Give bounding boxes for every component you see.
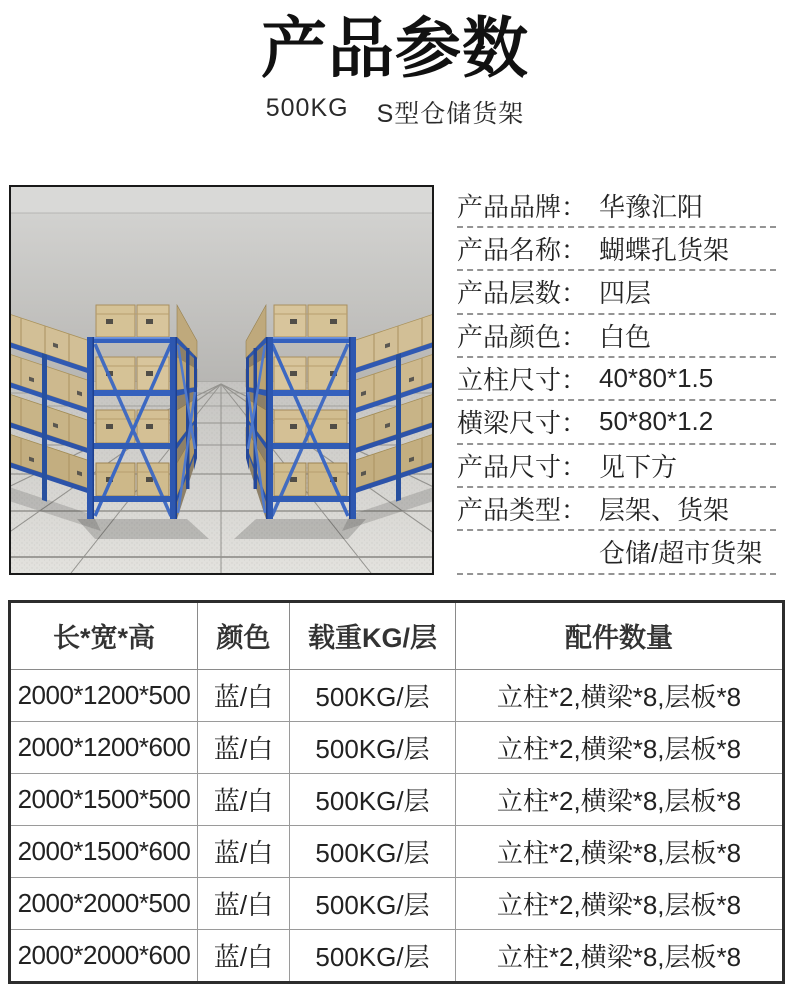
col-header-load: 载重KG/层	[290, 601, 456, 669]
spec-label: 产品尺寸：	[457, 451, 588, 482]
cell-color: 蓝/白	[198, 721, 290, 773]
cell-dimensions: 2000*1500*500	[10, 773, 198, 825]
cell-color: 蓝/白	[198, 929, 290, 982]
size-spec-table	[8, 600, 785, 984]
cell-parts: 立柱*2,横梁*8,层板*8	[456, 669, 784, 721]
spec-label: 产品层数：	[457, 278, 588, 309]
cell-dimensions: 2000*2000*500	[10, 877, 198, 929]
spec-list	[457, 185, 776, 575]
spec-value: 50*80*1.2	[599, 406, 714, 437]
col-header-dimensions: 长*宽*高	[10, 601, 198, 669]
table-row	[10, 669, 784, 721]
cell-parts: 立柱*2,横梁*8,层板*8	[456, 877, 784, 929]
spec-row-type	[457, 488, 776, 531]
cell-color: 蓝/白	[198, 773, 290, 825]
spec-value: 层架、货架	[599, 495, 730, 526]
spec-row-post-size	[457, 358, 776, 401]
spec-label: 产品品牌：	[457, 191, 588, 222]
spec-value: 华豫汇阳	[599, 191, 704, 222]
spec-row-beam-size	[457, 401, 776, 444]
rack-end-face	[87, 305, 177, 519]
table-row	[10, 773, 784, 825]
cell-color: 蓝/白	[198, 669, 290, 721]
spec-label: 产品颜色：	[457, 321, 588, 352]
cell-load: 500KG/层	[290, 721, 456, 773]
cell-dimensions: 2000*1200*500	[10, 669, 198, 721]
cell-dimensions: 2000*1200*600	[10, 721, 198, 773]
cell-load: 500KG/层	[290, 929, 456, 982]
cell-parts: 立柱*2,横梁*8,层板*8	[456, 773, 784, 825]
spec-row-product-size	[457, 445, 776, 488]
col-header-color: 颜色	[198, 601, 290, 669]
table-row	[10, 721, 784, 773]
content-area	[9, 185, 776, 575]
cell-load: 500KG/层	[290, 773, 456, 825]
spec-label: 产品名称：	[457, 235, 588, 266]
table-header-row	[10, 601, 784, 669]
cell-color: 蓝/白	[198, 825, 290, 877]
cell-dimensions: 2000*1500*600	[10, 825, 198, 877]
cell-load: 500KG/层	[290, 877, 456, 929]
page-header	[0, 0, 790, 130]
spec-row-color	[457, 315, 776, 358]
spec-label: 横梁尺寸：	[457, 408, 588, 439]
table-row	[10, 825, 784, 877]
cell-color: 蓝/白	[198, 877, 290, 929]
spec-row-type-continued	[457, 531, 776, 574]
spec-value: 四层	[599, 278, 652, 309]
spec-row-layers	[457, 271, 776, 314]
warehouse-illustration	[11, 187, 432, 573]
spec-row-brand	[457, 185, 776, 228]
spec-label: 产品类型：	[457, 495, 588, 526]
cell-dimensions: 2000*2000*600	[10, 929, 198, 982]
table-row	[10, 877, 784, 929]
product-photo	[9, 185, 434, 575]
cell-parts: 立柱*2,横梁*8,层板*8	[456, 929, 784, 982]
page-title: 产品参数	[261, 11, 529, 85]
spec-value: 白色	[599, 321, 652, 352]
spec-value: 见下方	[599, 451, 678, 482]
col-header-parts: 配件数量	[456, 601, 784, 669]
spec-row-name	[457, 228, 776, 271]
cell-load: 500KG/层	[290, 669, 456, 721]
spec-value: 蝴蝶孔货架	[599, 235, 730, 266]
spec-label: 立柱尺寸：	[457, 365, 588, 396]
spec-value: 40*80*1.5	[599, 363, 714, 394]
table-row	[10, 929, 784, 982]
cell-load: 500KG/层	[290, 825, 456, 877]
cell-parts: 立柱*2,横梁*8,层板*8	[456, 825, 784, 877]
cell-parts: 立柱*2,横梁*8,层板*8	[456, 721, 784, 773]
page-subtitle	[0, 94, 790, 130]
subtitle-weight: 500KG	[265, 93, 349, 122]
spec-value: 仓储/超市货架	[599, 538, 763, 569]
subtitle-product-type: S型仓储货架	[376, 99, 525, 128]
